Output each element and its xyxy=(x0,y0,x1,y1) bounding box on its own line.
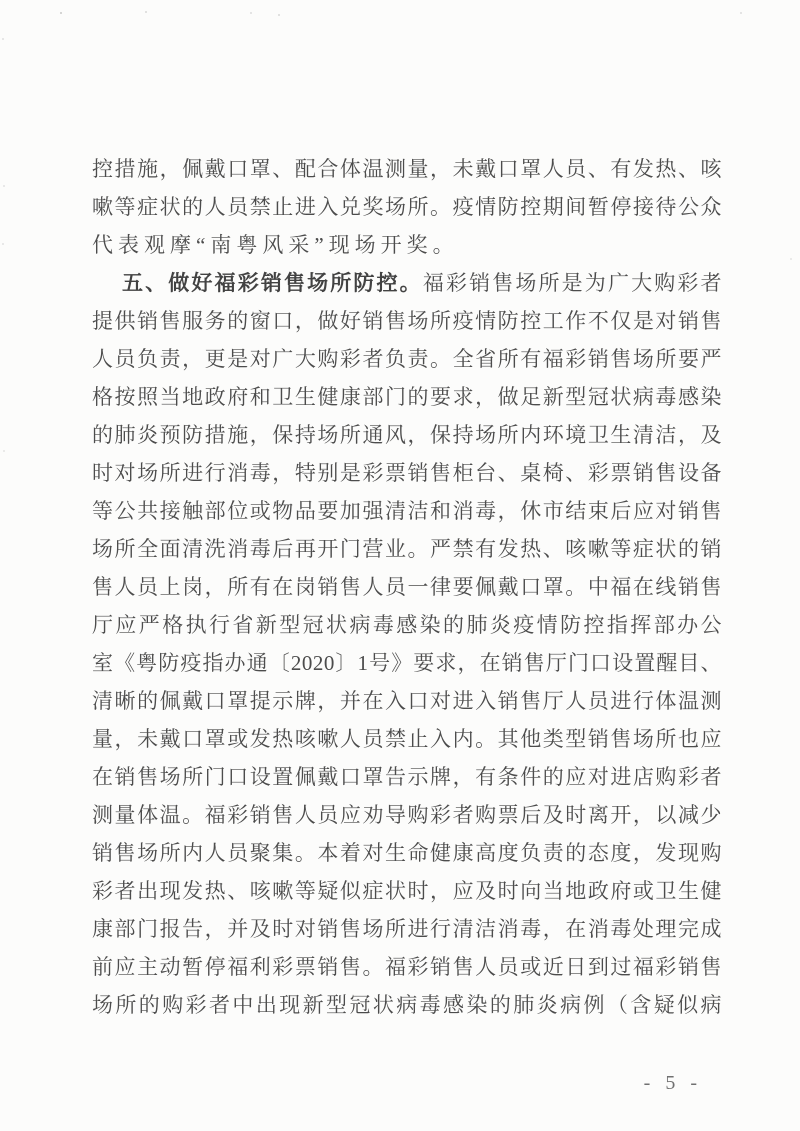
text-line xyxy=(92,188,722,226)
text-line xyxy=(92,150,722,188)
text-run: 时对场所进行消毒，特别是彩票销售柜台、桌椅、彩票销售设备 xyxy=(92,461,722,485)
text-run: 彩者出现发热、咳嗽等疑似症状时，应及时向当地政府或卫生健 xyxy=(92,879,722,903)
text-line xyxy=(92,644,722,682)
text-line xyxy=(92,948,722,986)
text-line xyxy=(92,454,722,492)
text-run: 量，未戴口罩或发热咳嗽人员禁止入内。其他类型销售场所也应 xyxy=(92,727,722,751)
text-line xyxy=(92,796,722,834)
text-line xyxy=(92,378,722,416)
text-line xyxy=(92,872,722,910)
text-line xyxy=(92,416,722,454)
text-run: 销售场所内人员聚集。本着对生命健康高度负责的态度，发现购 xyxy=(92,841,722,865)
text-line xyxy=(92,302,722,340)
text-run: 人员负责，更是对广大购彩者负责。全省所有福彩销售场所要严 xyxy=(92,347,722,371)
text-line xyxy=(92,758,722,796)
text-run: 清晰的佩戴口罩提示牌，并在入口对进入销售厅人员进行体温测 xyxy=(92,689,722,713)
text-run: 的肺炎预防措施，保持场所通风，保持场所内环境卫生清洁，及 xyxy=(92,423,722,447)
text-line xyxy=(92,834,722,872)
text-run: 提供销售服务的窗口，做好销售场所疫情防控工作不仅是对销售 xyxy=(92,309,722,333)
text-run: 控措施，佩戴口罩、配合体温测量，未戴口罩人员、有发热、咳 xyxy=(92,157,722,181)
text-line xyxy=(92,568,722,606)
text-line xyxy=(92,720,722,758)
text-line xyxy=(92,340,722,378)
text-line xyxy=(92,226,722,264)
text-block xyxy=(92,150,722,1024)
text-line xyxy=(92,492,722,530)
text-run: 在销售场所门口设置佩戴口罩告示牌，有条件的应对进店购彩者 xyxy=(92,765,722,789)
page-number: - 5 - xyxy=(643,1072,702,1094)
text-run: 代表观摩“南粤风采”现场开奖。 xyxy=(92,233,459,257)
text-line xyxy=(92,986,722,1024)
section-heading-run: 五、做好福彩销售场所防控。 xyxy=(122,271,423,295)
text-run: 前应主动暂停福利彩票销售。福彩销售人员或近日到过福彩销售 xyxy=(92,955,722,979)
text-run: 测量体温。福彩销售人员应劝导购彩者购票后及时离开，以减少 xyxy=(92,803,722,827)
text-run: 室《粤防疫指办通〔2020〕1号》要求，在销售厅门口设置醒目、 xyxy=(92,651,722,675)
text-run: 场所全面清洗消毒后再开门营业。严禁有发热、咳嗽等症状的销 xyxy=(92,537,722,561)
text-run: 嗽等症状的人员禁止进入兑奖场所。疫情防控期间暂停接待公众 xyxy=(92,195,722,219)
text-run: 场所的购彩者中出现新型冠状病毒感染的肺炎病例（含疑似病 xyxy=(92,993,722,1017)
text-run: 格按照当地政府和卫生健康部门的要求，做足新型冠状病毒感染 xyxy=(92,385,722,409)
text-run: 厅应严格执行省新型冠状病毒感染的肺炎疫情防控指挥部办公 xyxy=(92,613,722,637)
scan-noise xyxy=(60,12,62,14)
text-run: 康部门报告，并及时对销售场所进行清洁消毒，在消毒处理完成 xyxy=(92,917,722,941)
text-line xyxy=(92,910,722,948)
text-run: 福彩销售场所是为广大购彩者 xyxy=(422,271,723,295)
text-line xyxy=(92,682,722,720)
text-run: 等公共接触部位或物品要加强清洁和消毒，休市结束后应对销售 xyxy=(92,499,722,523)
text-line xyxy=(92,606,722,644)
text-line xyxy=(92,530,722,568)
text-run: 售人员上岗，所有在岗销售人员一律要佩戴口罩。中福在线销售 xyxy=(92,575,722,599)
text-line xyxy=(92,264,722,302)
